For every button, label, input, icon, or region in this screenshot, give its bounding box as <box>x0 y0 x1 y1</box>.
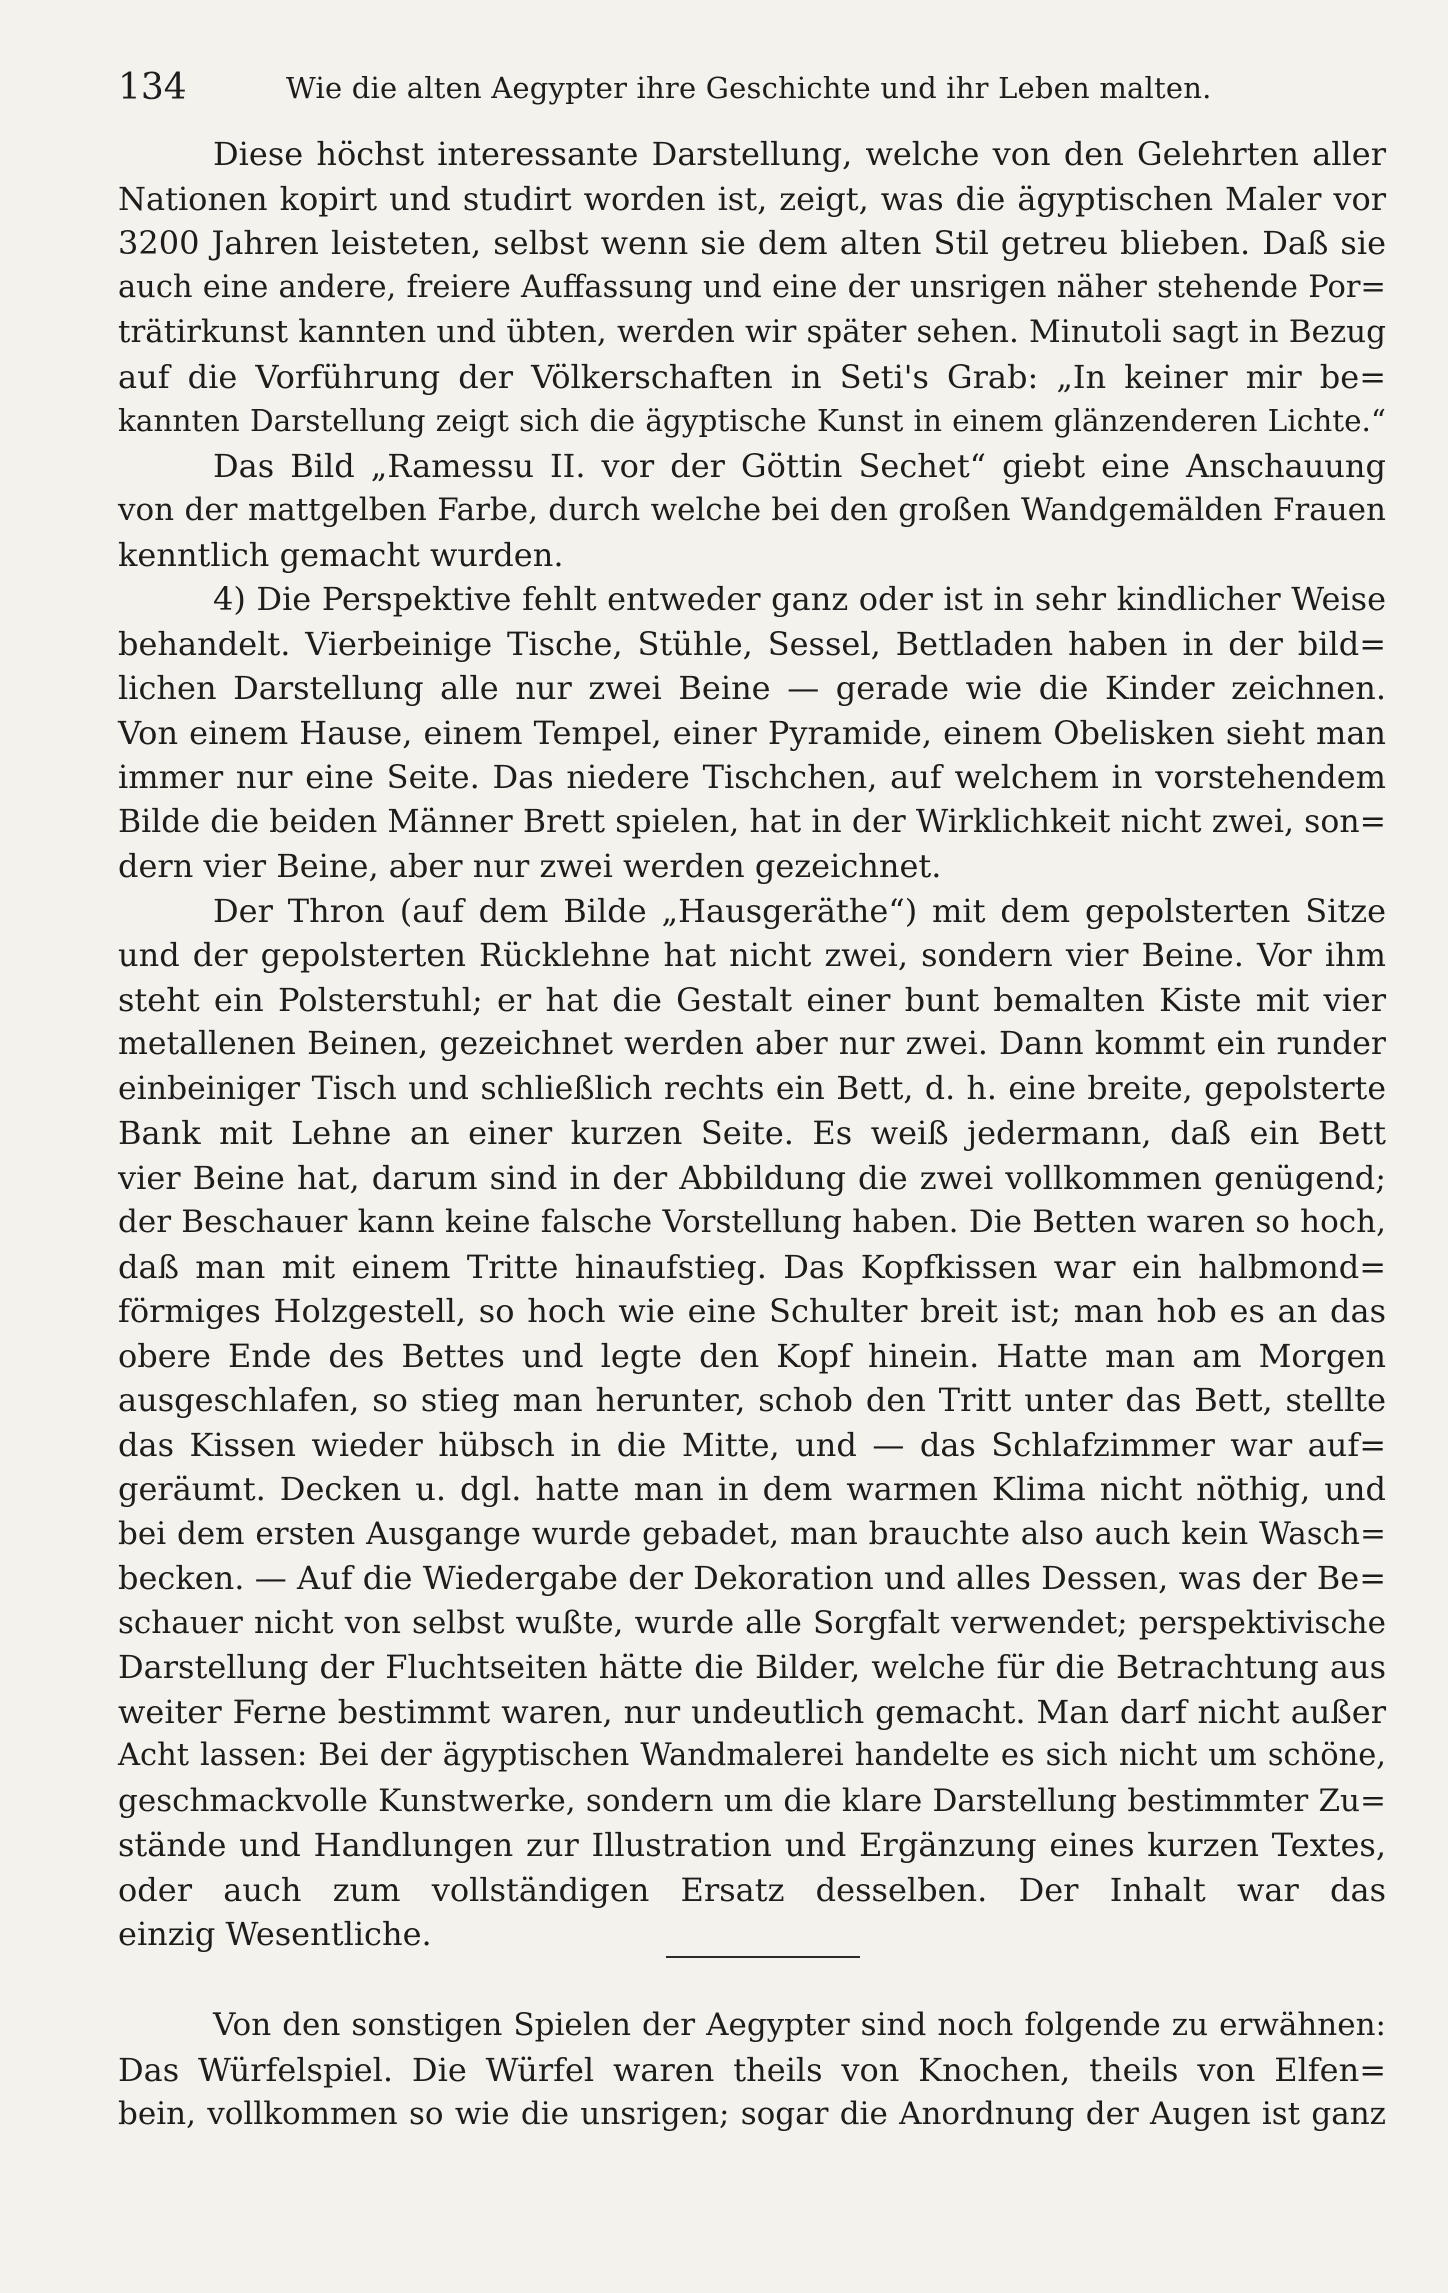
text-line: bei dem ersten Ausgange wurde gebadet, man brauchte also auch kein Wasch= <box>118 1515 1386 1552</box>
text-line: dern vier Beine, aber nur zwei werden gezeichnet. <box>118 847 942 885</box>
running-title: Wie die alten Aegypter ihre Geschichte und ihr Leben malten. <box>286 71 1212 105</box>
text-line: von der mattgelben Farbe, durch welche bei den großen Wandgemälden Frauen <box>118 492 1386 528</box>
text-line: geschmackvolle Kunstwerke, sondern um die klare Darstellung bestimmter Zu= <box>118 1782 1386 1819</box>
running-header <box>118 62 1226 116</box>
text-line: auf die Vorführung der Völkerschaften in Seti's Grab: „In keiner mir be= <box>118 357 1386 396</box>
text-line: lichen Darstellung alle nur zwei Beine — gerade wie die Kinder zeichnen. <box>118 669 1386 707</box>
text-line: bein, vollkommen so wie die unsrigen; sogar die Anordnung der Augen ist ganz <box>118 2096 1386 2132</box>
text-line: Nationen kopirt und studirt worden ist, zeigt, was die ägyptischen Maler vor <box>118 179 1386 218</box>
text-line: Das Würfelspiel. Die Würfel waren theils von Knochen, theils von Elfen= <box>118 2050 1386 2089</box>
text-line: Darstellung der Fluchtseiten hätte die Bilder, welche für die Betrachtung aus <box>118 1648 1386 1686</box>
paragraph-1 <box>118 132 1386 444</box>
text-line: vier Beine hat, darum sind in der Abbildung die zwei vollkommen genügend; <box>118 1158 1386 1197</box>
text-line: becken. — Auf die Wiedergabe der Dekoration und alles Dessen, was der Be= <box>118 1559 1386 1597</box>
main-text <box>118 132 1386 1957</box>
text-line: Bilde die beiden Männer Brett spielen, hat in der Wirklichkeit nicht zwei, son= <box>118 803 1386 840</box>
paragraph-3 <box>118 577 1386 889</box>
text-line: 4) Die Perspektive fehlt entweder ganz oder ist in sehr kindlicher Weise <box>213 580 1386 618</box>
text-line: steht ein Polsterstuhl; er hat die Gestalt einer bunt bemalten Kiste mit vier <box>118 980 1386 1019</box>
text-line: immer nur eine Seite. Das niedere Tischchen, auf welchem in vorstehendem <box>118 758 1386 796</box>
text-line: kannten Darstellung zeigt sich die ägyptische Kunst in einem glänzenderen Lichte.“ <box>118 404 1386 438</box>
text-line: Von den sonstigen Spielen der Aegypter sind noch folgende zu erwähnen: <box>213 2007 1386 2043</box>
text-line: weiter Ferne bestimmt waren, nur undeutlich gemacht. Man darf nicht außer <box>118 1692 1386 1731</box>
text-line: Bank mit Lehne an einer kurzen Seite. Es weiß jedermann, daß ein Bett <box>118 1114 1386 1152</box>
text-line: 3200 Jahren leisteten, selbst wenn sie dem alten Stil getreu blieben. Daß sie <box>118 224 1386 262</box>
text-line: Von einem Hause, einem Tempel, einer Pyramide, einem Obelisken sieht man <box>118 713 1386 752</box>
paragraph-2 <box>118 444 1386 578</box>
text-line: und der gepolsterten Rücklehne hat nicht zwei, sondern vier Beine. Vor ihm <box>118 936 1386 974</box>
text-line: daß man mit einem Tritte hinaufstieg. Das Kopfkissen war ein halbmond= <box>118 1247 1386 1286</box>
text-line: kenntlich gemacht wurden. <box>118 535 564 574</box>
text-line: einzig Wesentliche. <box>118 1915 432 1953</box>
text-line: einbeiniger Tisch und schließlich rechts ein Bett, d. h. eine breite, gepolsterte <box>118 1070 1386 1107</box>
text-line: der Beschauer kann keine falsche Vorstellung haben. Die Betten waren so hoch, <box>118 1204 1386 1240</box>
section-divider <box>666 1956 860 1958</box>
text-line: das Kissen wieder hübsch in die Mitte, und — das Schlafzimmer war auf= <box>118 1425 1386 1464</box>
text-line: stände und Handlungen zur Illustration und Ergänzung eines kurzen Textes, <box>118 1826 1386 1864</box>
text-line: obere Ende des Bettes und legte den Kopf hinein. Hatte man am Morgen <box>118 1336 1386 1375</box>
text-line: ausgeschlafen, so stieg man herunter, schob den Tritt unter das Bett, stellte <box>118 1381 1386 1419</box>
text-line: auch eine andere, freiere Auffassung und eine der unsrigen näher stehende Por= <box>118 269 1386 305</box>
text-line: geräumt. Decken u. dgl. hatte man in dem warmen Klima nicht nöthig, und <box>118 1470 1386 1508</box>
text-line: Das Bild „Ramessu II. vor der Göttin Sechet“ giebt eine Anschauung <box>213 446 1386 485</box>
text-line: trätirkunst kannten und übten, werden wir später sehen. Minutoli sagt in Bezug <box>118 314 1386 350</box>
section-two-text <box>118 2003 1386 2137</box>
text-line: behandelt. Vierbeinige Tische, Stühle, Sessel, Bettladen haben in der bild= <box>118 624 1386 663</box>
page-number: 134 <box>118 67 187 108</box>
paragraph-4 <box>118 889 1386 1957</box>
text-line: Der Thron (auf dem Bilde „Hausgeräthe“) mit dem gepolsterten Sitze <box>213 891 1386 930</box>
text-line: Diese höchst interessante Darstellung, welche von den Gelehrten aller <box>213 135 1386 173</box>
text-line: metallenen Beinen, gezeichnet werden aber nur zwei. Dann kommt ein runder <box>118 1026 1386 1062</box>
text-line: oder auch zum vollständigen Ersatz desselben. Der Inhalt war das <box>118 1870 1386 1909</box>
text-line: förmiges Holzgestell, so hoch wie eine Schulter breit ist; man hob es an das <box>118 1292 1386 1330</box>
text-line: Acht lassen: Bei der ägyptischen Wandmalerei handelte es sich nicht um schöne, <box>118 1738 1386 1773</box>
text-line: schauer nicht von selbst wußte, wurde alle Sorgfalt verwendet; perspektivische <box>118 1604 1386 1641</box>
